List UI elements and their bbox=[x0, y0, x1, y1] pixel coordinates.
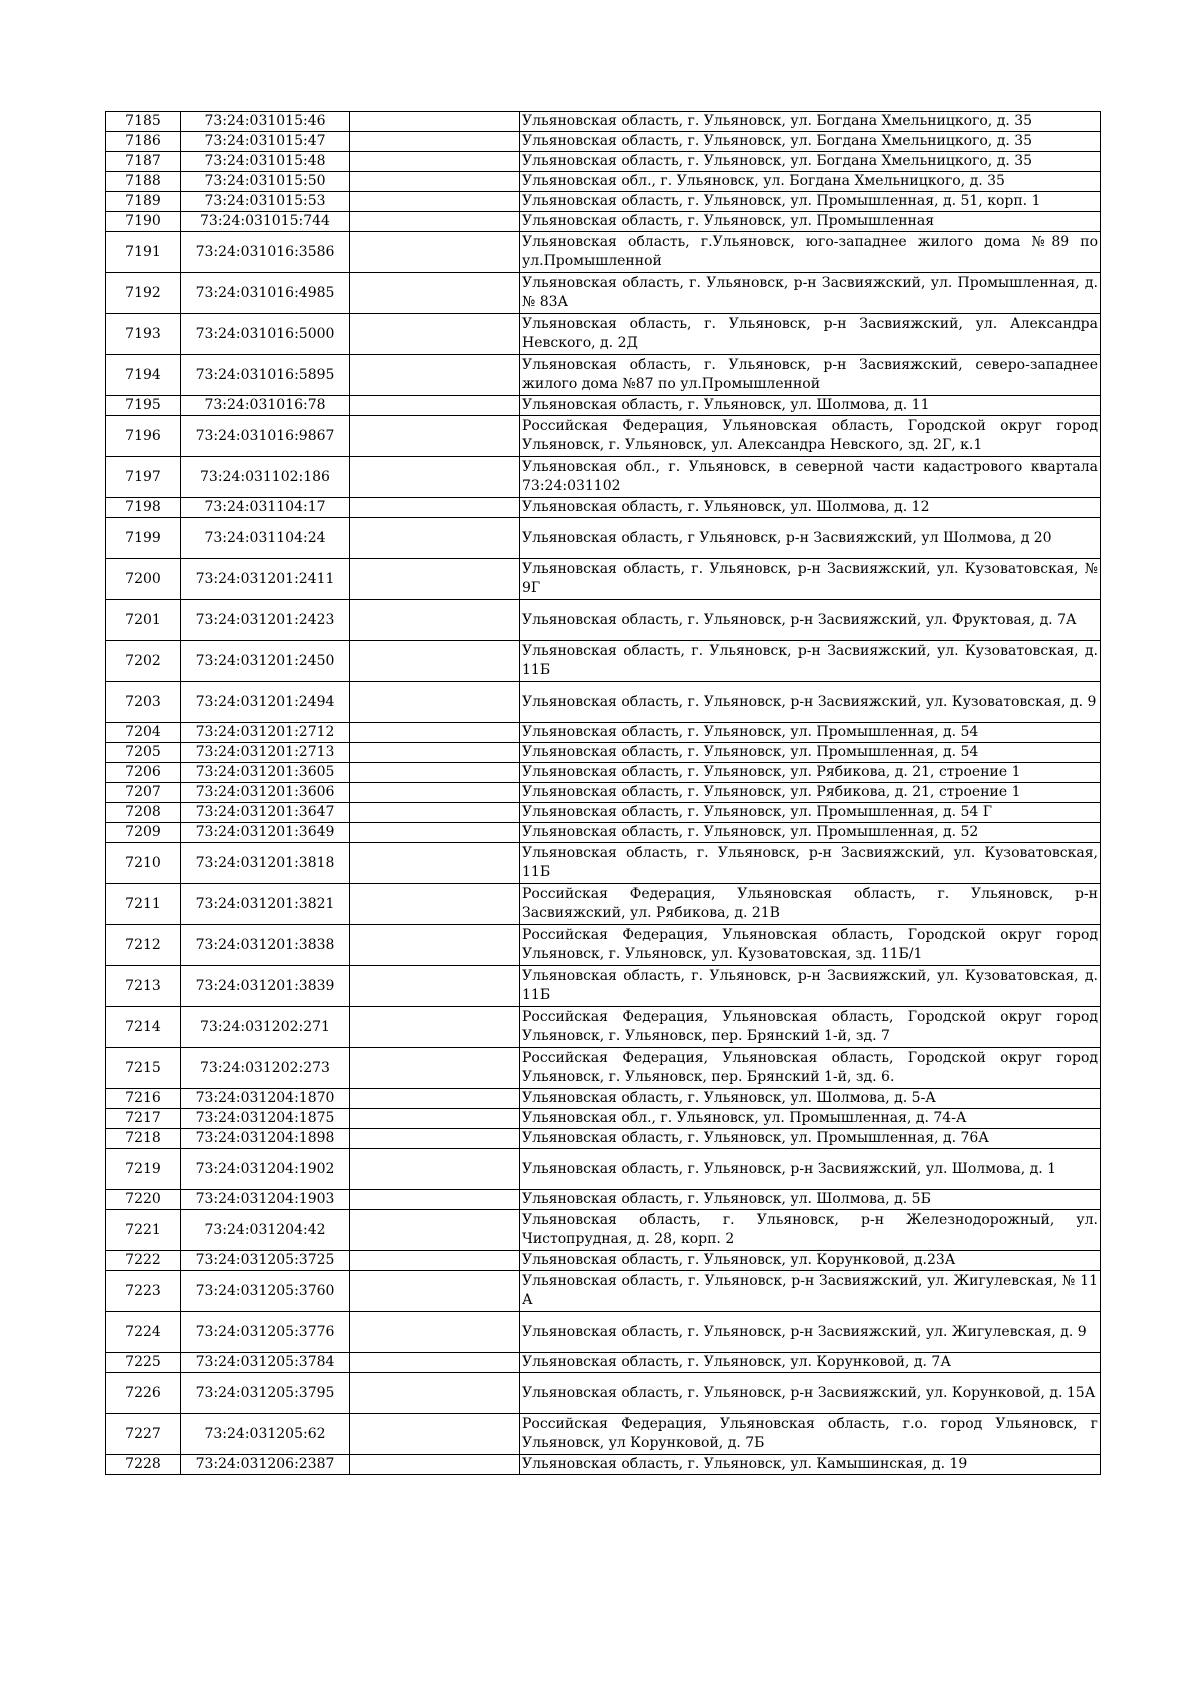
table-row bbox=[106, 273, 1101, 314]
cadastral-number-cell: 73:24:031015:53 bbox=[181, 192, 350, 212]
row-number-cell: 7189 bbox=[106, 192, 181, 212]
table-row bbox=[106, 396, 1101, 416]
row-number-cell: 7203 bbox=[106, 682, 181, 723]
row-number-cell: 7222 bbox=[106, 1251, 181, 1271]
cadastral-number-cell: 73:24:031201:2411 bbox=[181, 559, 350, 600]
row-number-cell: 7193 bbox=[106, 314, 181, 355]
address-cell: Ульяновская область, г. Ульяновск, ул. Промышленная, д. 51, корп. 1 bbox=[520, 192, 1101, 212]
empty-cell bbox=[350, 273, 520, 314]
cadastral-number-cell: 73:24:031104:24 bbox=[181, 518, 350, 559]
row-number-cell: 7198 bbox=[106, 498, 181, 518]
table-row bbox=[106, 1089, 1101, 1109]
row-number-cell: 7185 bbox=[106, 112, 181, 132]
table-row bbox=[106, 416, 1101, 457]
empty-cell bbox=[350, 457, 520, 498]
empty-cell bbox=[350, 1129, 520, 1149]
cadastral-number-cell: 73:24:031104:17 bbox=[181, 498, 350, 518]
address-cell: Ульяновская область, г. Ульяновск, ул. Богдана Хмельницкого, д. 35 bbox=[520, 152, 1101, 172]
address-cell: Ульяновская область, г. Ульяновск, р-н Засвияжский, ул. Корунковой, д. 15А bbox=[520, 1373, 1101, 1414]
address-cell: Ульяновская область, г. Ульяновск, р-н Засвияжский, ул. Жигулевская, д. 9 bbox=[520, 1312, 1101, 1353]
empty-cell bbox=[350, 232, 520, 273]
address-cell: Российская Федерация, Ульяновская область, Городской округ город Ульяновск, г. Ульяновск, ул. Александра Невского, зд. 2Г, к.1 bbox=[520, 416, 1101, 457]
cadastral-number-cell: 73:24:031205:3760 bbox=[181, 1271, 350, 1312]
address-cell: Ульяновская область, г. Ульяновск, ул. Промышленная, д. 76А bbox=[520, 1129, 1101, 1149]
table-row bbox=[106, 723, 1101, 743]
cadastral-number-cell: 73:24:031016:4985 bbox=[181, 273, 350, 314]
empty-cell bbox=[350, 396, 520, 416]
address-cell: Ульяновская область, г. Ульяновск, ул. Шолмова, д. 12 bbox=[520, 498, 1101, 518]
table-row bbox=[106, 1373, 1101, 1414]
cadastral-number-cell: 73:24:031016:9867 bbox=[181, 416, 350, 457]
table-row bbox=[106, 843, 1101, 884]
empty-cell bbox=[350, 192, 520, 212]
empty-cell bbox=[350, 723, 520, 743]
address-cell: Ульяновская область, г. Ульяновск, р-н Засвияжский, северо-западнее жилого дома №87 по ул.Промышленной bbox=[520, 355, 1101, 396]
empty-cell bbox=[350, 743, 520, 763]
cadastral-number-cell: 73:24:031204:1902 bbox=[181, 1149, 350, 1190]
cadastral-number-cell: 73:24:031201:3839 bbox=[181, 966, 350, 1007]
address-cell: Ульяновская область, г. Ульяновск, ул. Камышинская, д. 19 bbox=[520, 1455, 1101, 1475]
address-cell: Ульяновская область, г. Ульяновск, ул. Шолмова, д. 11 bbox=[520, 396, 1101, 416]
address-cell: Ульяновская область, г. Ульяновск, ул. Корунковой, д.23А bbox=[520, 1251, 1101, 1271]
row-number-cell: 7204 bbox=[106, 723, 181, 743]
row-number-cell: 7190 bbox=[106, 212, 181, 232]
address-cell: Ульяновская область, г. Ульяновск, р-н Засвияжский, ул. Кузоватовская, д. 11Б bbox=[520, 966, 1101, 1007]
cadastral-number-cell: 73:24:031205:3725 bbox=[181, 1251, 350, 1271]
cadastral-number-cell: 73:24:031201:3649 bbox=[181, 823, 350, 843]
table-row bbox=[106, 232, 1101, 273]
address-cell: Ульяновская область, г. Ульяновск, ул. Рябикова, д. 21, строение 1 bbox=[520, 783, 1101, 803]
empty-cell bbox=[350, 600, 520, 641]
cadastral-number-cell: 73:24:031201:3606 bbox=[181, 783, 350, 803]
address-cell: Ульяновская область, г. Ульяновск, ул. Промышленная, д. 54 bbox=[520, 743, 1101, 763]
row-number-cell: 7200 bbox=[106, 559, 181, 600]
table-row bbox=[106, 966, 1101, 1007]
table-row bbox=[106, 743, 1101, 763]
address-cell: Ульяновская обл., г. Ульяновск, в северной части кадастрового квартала 73:24:031102 bbox=[520, 457, 1101, 498]
row-number-cell: 7225 bbox=[106, 1353, 181, 1373]
cadastral-number-cell: 73:24:031201:3821 bbox=[181, 884, 350, 925]
table-row bbox=[106, 192, 1101, 212]
empty-cell bbox=[350, 416, 520, 457]
address-cell: Ульяновская область, г. Ульяновск, ул. Корунковой, д. 7А bbox=[520, 1353, 1101, 1373]
row-number-cell: 7197 bbox=[106, 457, 181, 498]
table-row bbox=[106, 682, 1101, 723]
cadastral-number-cell: 73:24:031015:50 bbox=[181, 172, 350, 192]
empty-cell bbox=[350, 1048, 520, 1089]
address-cell: Ульяновская обл., г. Ульяновск, ул. Промышленная, д. 74-А bbox=[520, 1109, 1101, 1129]
registry-body bbox=[106, 112, 1101, 1475]
cadastral-number-cell: 73:24:031204:1903 bbox=[181, 1190, 350, 1210]
registry-table bbox=[105, 111, 1101, 1475]
address-cell: Российская Федерация, Ульяновская область, Городской округ город Ульяновск, г. Ульяновск, пер. Брянский 1-й, зд. 7 bbox=[520, 1007, 1101, 1048]
cadastral-number-cell: 73:24:031201:2494 bbox=[181, 682, 350, 723]
address-cell: Ульяновская область, г. Ульяновск, р-н Засвияжский, ул. Промышленная, д. № 83А bbox=[520, 273, 1101, 314]
cadastral-number-cell: 73:24:031201:3605 bbox=[181, 763, 350, 783]
empty-cell bbox=[350, 1251, 520, 1271]
table-row bbox=[106, 823, 1101, 843]
address-cell: Ульяновская область, г. Ульяновск, р-н Засвияжский, ул. Александра Невского, д. 2Д bbox=[520, 314, 1101, 355]
row-number-cell: 7212 bbox=[106, 925, 181, 966]
address-cell: Российская Федерация, Ульяновская область, г.о. город Ульяновск, г Ульяновск, ул Корунковой, д. 7Б bbox=[520, 1414, 1101, 1455]
cadastral-number-cell: 73:24:031204:1898 bbox=[181, 1129, 350, 1149]
row-number-cell: 7208 bbox=[106, 803, 181, 823]
table-row bbox=[106, 1312, 1101, 1353]
address-cell: Ульяновская область, г. Ульяновск, р-н Засвияжский, ул. Кузоватовская, д. 11Б bbox=[520, 641, 1101, 682]
address-cell: Ульяновская область, г. Ульяновск, р-н Железнодорожный, ул. Чистопрудная, д. 28, корп. 2 bbox=[520, 1210, 1101, 1251]
empty-cell bbox=[350, 559, 520, 600]
cadastral-number-cell: 73:24:031015:48 bbox=[181, 152, 350, 172]
empty-cell bbox=[350, 1312, 520, 1353]
empty-cell bbox=[350, 641, 520, 682]
cadastral-number-cell: 73:24:031206:2387 bbox=[181, 1455, 350, 1475]
table-row bbox=[106, 518, 1101, 559]
cadastral-number-cell: 73:24:031204:1875 bbox=[181, 1109, 350, 1129]
empty-cell bbox=[350, 1190, 520, 1210]
cadastral-number-cell: 73:24:031201:2423 bbox=[181, 600, 350, 641]
row-number-cell: 7186 bbox=[106, 132, 181, 152]
address-cell: Ульяновская область, г. Ульяновск, ул. Рябикова, д. 21, строение 1 bbox=[520, 763, 1101, 783]
row-number-cell: 7227 bbox=[106, 1414, 181, 1455]
address-cell: Ульяновская область, г. Ульяновск, ул. Промышленная, д. 54 Г bbox=[520, 803, 1101, 823]
empty-cell bbox=[350, 1007, 520, 1048]
empty-cell bbox=[350, 1149, 520, 1190]
empty-cell bbox=[350, 1414, 520, 1455]
cadastral-number-cell: 73:24:031204:42 bbox=[181, 1210, 350, 1251]
address-cell: Ульяновская область, г.Ульяновск, юго-западнее жилого дома №89 по ул.Промышленной bbox=[520, 232, 1101, 273]
table-row bbox=[106, 1455, 1101, 1475]
cadastral-number-cell: 73:24:031205:62 bbox=[181, 1414, 350, 1455]
table-row bbox=[106, 172, 1101, 192]
row-number-cell: 7191 bbox=[106, 232, 181, 273]
row-number-cell: 7205 bbox=[106, 743, 181, 763]
empty-cell bbox=[350, 355, 520, 396]
row-number-cell: 7206 bbox=[106, 763, 181, 783]
empty-cell bbox=[350, 518, 520, 559]
address-cell: Ульяновская область, г. Ульяновск, ул. Богдана Хмельницкого, д. 35 bbox=[520, 132, 1101, 152]
table-row bbox=[106, 1414, 1101, 1455]
row-number-cell: 7228 bbox=[106, 1455, 181, 1475]
row-number-cell: 7220 bbox=[106, 1190, 181, 1210]
row-number-cell: 7224 bbox=[106, 1312, 181, 1353]
cadastral-number-cell: 73:24:031202:271 bbox=[181, 1007, 350, 1048]
row-number-cell: 7196 bbox=[106, 416, 181, 457]
cadastral-number-cell: 73:24:031015:46 bbox=[181, 112, 350, 132]
cadastral-number-cell: 73:24:031016:3586 bbox=[181, 232, 350, 273]
row-number-cell: 7218 bbox=[106, 1129, 181, 1149]
address-cell: Ульяновская область, г Ульяновск, р-н Засвияжский, ул Шолмова, д 20 bbox=[520, 518, 1101, 559]
address-cell: Ульяновская область, г. Ульяновск, ул. Промышленная, д. 54 bbox=[520, 723, 1101, 743]
empty-cell bbox=[350, 1271, 520, 1312]
empty-cell bbox=[350, 925, 520, 966]
address-cell: Ульяновская область, г. Ульяновск, р-н Засвияжский, ул. Кузоватовская, д. 9 bbox=[520, 682, 1101, 723]
table-row bbox=[106, 600, 1101, 641]
table-row bbox=[106, 1271, 1101, 1312]
empty-cell bbox=[350, 498, 520, 518]
table-row bbox=[106, 1210, 1101, 1251]
cadastral-number-cell: 73:24:031016:5895 bbox=[181, 355, 350, 396]
row-number-cell: 7211 bbox=[106, 884, 181, 925]
address-cell: Российская Федерация, Ульяновская область, г. Ульяновск, р-н Засвияжский, ул. Рябикова, д. 21В bbox=[520, 884, 1101, 925]
row-number-cell: 7215 bbox=[106, 1048, 181, 1089]
address-cell: Ульяновская область, г. Ульяновск, ул. Промышленная, д. 52 bbox=[520, 823, 1101, 843]
empty-cell bbox=[350, 1089, 520, 1109]
empty-cell bbox=[350, 823, 520, 843]
empty-cell bbox=[350, 112, 520, 132]
cadastral-number-cell: 73:24:031201:3838 bbox=[181, 925, 350, 966]
cadastral-number-cell: 73:24:031205:3784 bbox=[181, 1353, 350, 1373]
row-number-cell: 7195 bbox=[106, 396, 181, 416]
empty-cell bbox=[350, 783, 520, 803]
empty-cell bbox=[350, 884, 520, 925]
row-number-cell: 7199 bbox=[106, 518, 181, 559]
empty-cell bbox=[350, 1455, 520, 1475]
empty-cell bbox=[350, 314, 520, 355]
empty-cell bbox=[350, 843, 520, 884]
row-number-cell: 7187 bbox=[106, 152, 181, 172]
address-cell: Ульяновская область, г. Ульяновск, ул. Богдана Хмельницкого, д. 35 bbox=[520, 112, 1101, 132]
table-row bbox=[106, 1353, 1101, 1373]
table-row bbox=[106, 803, 1101, 823]
row-number-cell: 7192 bbox=[106, 273, 181, 314]
table-row bbox=[106, 1048, 1101, 1089]
cadastral-number-cell: 73:24:031201:3647 bbox=[181, 803, 350, 823]
address-cell: Ульяновская область, г. Ульяновск, р-н Засвияжский, ул. Шолмова, д. 1 bbox=[520, 1149, 1101, 1190]
address-cell: Ульяновская область, г. Ульяновск, ул. Промышленная bbox=[520, 212, 1101, 232]
empty-cell bbox=[350, 1210, 520, 1251]
cadastral-number-cell: 73:24:031201:2712 bbox=[181, 723, 350, 743]
cadastral-number-cell: 73:24:031201:2713 bbox=[181, 743, 350, 763]
row-number-cell: 7207 bbox=[106, 783, 181, 803]
cadastral-number-cell: 73:24:031015:744 bbox=[181, 212, 350, 232]
empty-cell bbox=[350, 1109, 520, 1129]
table-row bbox=[106, 457, 1101, 498]
table-row bbox=[106, 314, 1101, 355]
cadastral-number-cell: 73:24:031205:3776 bbox=[181, 1312, 350, 1353]
address-cell: Ульяновская область, г. Ульяновск, ул. Шолмова, д. 5-А bbox=[520, 1089, 1101, 1109]
table-row bbox=[106, 783, 1101, 803]
table-row bbox=[106, 152, 1101, 172]
row-number-cell: 7226 bbox=[106, 1373, 181, 1414]
empty-cell bbox=[350, 1373, 520, 1414]
table-row bbox=[106, 641, 1101, 682]
cadastral-number-cell: 73:24:031102:186 bbox=[181, 457, 350, 498]
address-cell: Ульяновская область, г. Ульяновск, р-н Засвияжский, ул. Фруктовая, д. 7А bbox=[520, 600, 1101, 641]
row-number-cell: 7194 bbox=[106, 355, 181, 396]
table-row bbox=[106, 112, 1101, 132]
empty-cell bbox=[350, 682, 520, 723]
row-number-cell: 7217 bbox=[106, 1109, 181, 1129]
address-cell: Ульяновская область, г. Ульяновск, р-н Засвияжский, ул. Жигулевская, № 11 А bbox=[520, 1271, 1101, 1312]
table-row bbox=[106, 1109, 1101, 1129]
row-number-cell: 7209 bbox=[106, 823, 181, 843]
row-number-cell: 7214 bbox=[106, 1007, 181, 1048]
row-number-cell: 7201 bbox=[106, 600, 181, 641]
cadastral-number-cell: 73:24:031204:1870 bbox=[181, 1089, 350, 1109]
table-row bbox=[106, 132, 1101, 152]
cadastral-number-cell: 73:24:031201:2450 bbox=[181, 641, 350, 682]
address-cell: Ульяновская обл., г. Ульяновск, ул. Богдана Хмельницкого, д. 35 bbox=[520, 172, 1101, 192]
address-cell: Российская Федерация, Ульяновская область, Городской округ город Ульяновск, г. Ульяновск, пер. Брянский 1-й, зд. 6. bbox=[520, 1048, 1101, 1089]
row-number-cell: 7188 bbox=[106, 172, 181, 192]
table-row bbox=[106, 1129, 1101, 1149]
table-row bbox=[106, 1149, 1101, 1190]
cadastral-number-cell: 73:24:031016:5000 bbox=[181, 314, 350, 355]
row-number-cell: 7210 bbox=[106, 843, 181, 884]
table-row bbox=[106, 1251, 1101, 1271]
address-cell: Ульяновская область, г. Ульяновск, р-н Засвияжский, ул. Кузоватовская, 11Б bbox=[520, 843, 1101, 884]
table-row bbox=[106, 498, 1101, 518]
table-row bbox=[106, 355, 1101, 396]
row-number-cell: 7219 bbox=[106, 1149, 181, 1190]
table-row bbox=[106, 559, 1101, 600]
cadastral-number-cell: 73:24:031205:3795 bbox=[181, 1373, 350, 1414]
empty-cell bbox=[350, 212, 520, 232]
address-cell: Ульяновская область, г. Ульяновск, ул. Шолмова, д. 5Б bbox=[520, 1190, 1101, 1210]
row-number-cell: 7213 bbox=[106, 966, 181, 1007]
empty-cell bbox=[350, 763, 520, 783]
cadastral-number-cell: 73:24:031015:47 bbox=[181, 132, 350, 152]
row-number-cell: 7202 bbox=[106, 641, 181, 682]
table-row bbox=[106, 212, 1101, 232]
empty-cell bbox=[350, 803, 520, 823]
empty-cell bbox=[350, 152, 520, 172]
table-row bbox=[106, 884, 1101, 925]
cadastral-number-cell: 73:24:031201:3818 bbox=[181, 843, 350, 884]
empty-cell bbox=[350, 966, 520, 1007]
empty-cell bbox=[350, 1353, 520, 1373]
row-number-cell: 7221 bbox=[106, 1210, 181, 1251]
table-row bbox=[106, 763, 1101, 783]
table-row bbox=[106, 1007, 1101, 1048]
table-row bbox=[106, 925, 1101, 966]
empty-cell bbox=[350, 172, 520, 192]
cadastral-number-cell: 73:24:031202:273 bbox=[181, 1048, 350, 1089]
address-cell: Ульяновская область, г. Ульяновск, р-н Засвияжский, ул. Кузоватовская, № 9Г bbox=[520, 559, 1101, 600]
table-row bbox=[106, 1190, 1101, 1210]
address-cell: Российская Федерация, Ульяновская область, Городской округ город Ульяновск, г. Ульяновск, ул. Кузоватовская, зд. 11Б/1 bbox=[520, 925, 1101, 966]
empty-cell bbox=[350, 132, 520, 152]
row-number-cell: 7223 bbox=[106, 1271, 181, 1312]
cadastral-number-cell: 73:24:031016:78 bbox=[181, 396, 350, 416]
row-number-cell: 7216 bbox=[106, 1089, 181, 1109]
